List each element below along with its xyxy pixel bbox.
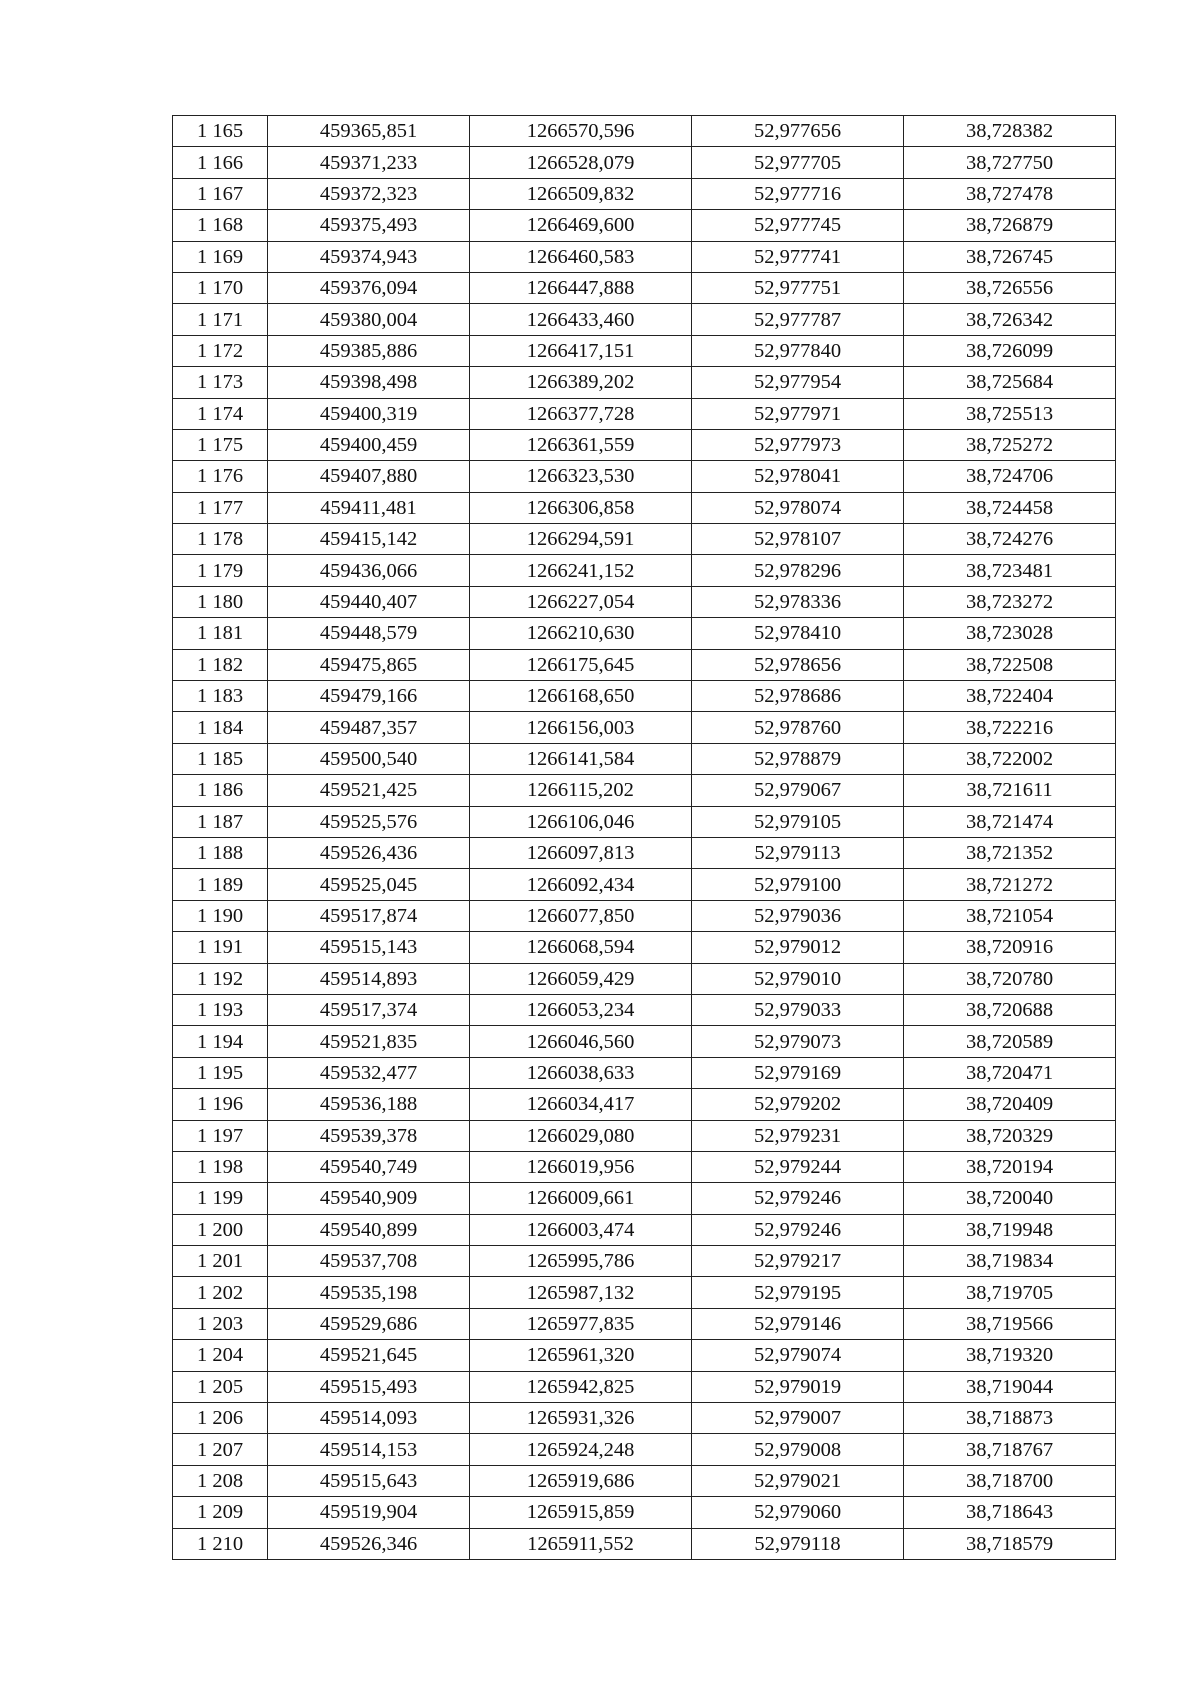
longitude-cell: 38,721054 (904, 900, 1116, 931)
x-coordinate-cell: 459521,645 (268, 1340, 470, 1371)
point-number-cell: 1 206 (173, 1403, 268, 1434)
x-coordinate-cell: 459436,066 (268, 555, 470, 586)
latitude-cell: 52,978041 (692, 461, 904, 492)
longitude-cell: 38,723272 (904, 586, 1116, 617)
y-coordinate-cell: 1266097,813 (470, 837, 692, 868)
latitude-cell: 52,977973 (692, 429, 904, 460)
longitude-cell: 38,722002 (904, 743, 1116, 774)
table-row (173, 932, 1116, 963)
y-coordinate-cell: 1265924,248 (470, 1434, 692, 1465)
y-coordinate-cell: 1266570,596 (470, 116, 692, 147)
y-coordinate-cell: 1266106,046 (470, 806, 692, 837)
y-coordinate-cell: 1266417,151 (470, 335, 692, 366)
x-coordinate-cell: 459535,198 (268, 1277, 470, 1308)
y-coordinate-cell: 1265987,132 (470, 1277, 692, 1308)
point-number-cell: 1 202 (173, 1277, 268, 1308)
y-coordinate-cell: 1266029,080 (470, 1120, 692, 1151)
y-coordinate-cell: 1265961,320 (470, 1340, 692, 1371)
y-coordinate-cell: 1266053,234 (470, 994, 692, 1025)
longitude-cell: 38,720329 (904, 1120, 1116, 1151)
longitude-cell: 38,725684 (904, 367, 1116, 398)
point-number-cell: 1 208 (173, 1465, 268, 1496)
point-number-cell: 1 191 (173, 932, 268, 963)
point-number-cell: 1 198 (173, 1151, 268, 1182)
longitude-cell: 38,722404 (904, 681, 1116, 712)
y-coordinate-cell: 1266141,584 (470, 743, 692, 774)
latitude-cell: 52,979100 (692, 869, 904, 900)
x-coordinate-cell: 459526,346 (268, 1528, 470, 1559)
y-coordinate-cell: 1266361,559 (470, 429, 692, 460)
point-number-cell: 1 176 (173, 461, 268, 492)
latitude-cell: 52,977751 (692, 272, 904, 303)
x-coordinate-cell: 459514,893 (268, 963, 470, 994)
point-number-cell: 1 197 (173, 1120, 268, 1151)
longitude-cell: 38,727750 (904, 147, 1116, 178)
x-coordinate-cell: 459521,835 (268, 1026, 470, 1057)
longitude-cell: 38,721611 (904, 775, 1116, 806)
longitude-cell: 38,725513 (904, 398, 1116, 429)
point-number-cell: 1 181 (173, 618, 268, 649)
latitude-cell: 52,979021 (692, 1465, 904, 1496)
longitude-cell: 38,721272 (904, 869, 1116, 900)
y-coordinate-cell: 1265931,326 (470, 1403, 692, 1434)
longitude-cell: 38,720194 (904, 1151, 1116, 1182)
y-coordinate-cell: 1266092,434 (470, 869, 692, 900)
latitude-cell: 52,979067 (692, 775, 904, 806)
y-coordinate-cell: 1266046,560 (470, 1026, 692, 1057)
table-row (173, 1403, 1116, 1434)
x-coordinate-cell: 459515,643 (268, 1465, 470, 1496)
x-coordinate-cell: 459400,459 (268, 429, 470, 460)
point-number-cell: 1 205 (173, 1371, 268, 1402)
latitude-cell: 52,979007 (692, 1403, 904, 1434)
y-coordinate-cell: 1266241,152 (470, 555, 692, 586)
longitude-cell: 38,720916 (904, 932, 1116, 963)
point-number-cell: 1 185 (173, 743, 268, 774)
y-coordinate-cell: 1266377,728 (470, 398, 692, 429)
latitude-cell: 52,979012 (692, 932, 904, 963)
point-number-cell: 1 168 (173, 210, 268, 241)
longitude-cell: 38,726745 (904, 241, 1116, 272)
table-row (173, 1120, 1116, 1151)
longitude-cell: 38,718767 (904, 1434, 1116, 1465)
latitude-cell: 52,979113 (692, 837, 904, 868)
latitude-cell: 52,979246 (692, 1183, 904, 1214)
latitude-cell: 52,979169 (692, 1057, 904, 1088)
table-row (173, 1277, 1116, 1308)
longitude-cell: 38,719705 (904, 1277, 1116, 1308)
longitude-cell: 38,718643 (904, 1497, 1116, 1528)
longitude-cell: 38,720040 (904, 1183, 1116, 1214)
table-row (173, 461, 1116, 492)
point-number-cell: 1 186 (173, 775, 268, 806)
table-row (173, 837, 1116, 868)
latitude-cell: 52,979231 (692, 1120, 904, 1151)
latitude-cell: 52,979246 (692, 1214, 904, 1245)
longitude-cell: 38,720780 (904, 963, 1116, 994)
x-coordinate-cell: 459375,493 (268, 210, 470, 241)
latitude-cell: 52,979010 (692, 963, 904, 994)
latitude-cell: 52,977745 (692, 210, 904, 241)
latitude-cell: 52,979033 (692, 994, 904, 1025)
table-row (173, 712, 1116, 743)
table-row (173, 272, 1116, 303)
x-coordinate-cell: 459526,436 (268, 837, 470, 868)
y-coordinate-cell: 1266323,530 (470, 461, 692, 492)
longitude-cell: 38,719948 (904, 1214, 1116, 1245)
longitude-cell: 38,724458 (904, 492, 1116, 523)
point-number-cell: 1 210 (173, 1528, 268, 1559)
point-number-cell: 1 179 (173, 555, 268, 586)
latitude-cell: 52,979036 (692, 900, 904, 931)
table-row (173, 1214, 1116, 1245)
x-coordinate-cell: 459525,045 (268, 869, 470, 900)
table-row (173, 963, 1116, 994)
x-coordinate-cell: 459517,374 (268, 994, 470, 1025)
y-coordinate-cell: 1265911,552 (470, 1528, 692, 1559)
latitude-cell: 52,978686 (692, 681, 904, 712)
point-number-cell: 1 166 (173, 147, 268, 178)
table-row (173, 1371, 1116, 1402)
table-row (173, 1089, 1116, 1120)
longitude-cell: 38,721352 (904, 837, 1116, 868)
table-row (173, 116, 1116, 147)
latitude-cell: 52,979105 (692, 806, 904, 837)
table-row (173, 1308, 1116, 1339)
x-coordinate-cell: 459448,579 (268, 618, 470, 649)
point-number-cell: 1 190 (173, 900, 268, 931)
y-coordinate-cell: 1266156,003 (470, 712, 692, 743)
latitude-cell: 52,977971 (692, 398, 904, 429)
table-row (173, 1465, 1116, 1496)
longitude-cell: 38,721474 (904, 806, 1116, 837)
table-row (173, 994, 1116, 1025)
point-number-cell: 1 174 (173, 398, 268, 429)
table-row (173, 367, 1116, 398)
point-number-cell: 1 193 (173, 994, 268, 1025)
y-coordinate-cell: 1266509,832 (470, 178, 692, 209)
point-number-cell: 1 194 (173, 1026, 268, 1057)
table-row (173, 524, 1116, 555)
y-coordinate-cell: 1266306,858 (470, 492, 692, 523)
x-coordinate-cell: 459440,407 (268, 586, 470, 617)
longitude-cell: 38,726099 (904, 335, 1116, 366)
y-coordinate-cell: 1266227,054 (470, 586, 692, 617)
longitude-cell: 38,726879 (904, 210, 1116, 241)
y-coordinate-cell: 1266168,650 (470, 681, 692, 712)
table-row (173, 492, 1116, 523)
x-coordinate-cell: 459514,153 (268, 1434, 470, 1465)
x-coordinate-cell: 459515,143 (268, 932, 470, 963)
x-coordinate-cell: 459500,540 (268, 743, 470, 774)
latitude-cell: 52,977705 (692, 147, 904, 178)
x-coordinate-cell: 459372,323 (268, 178, 470, 209)
latitude-cell: 52,977741 (692, 241, 904, 272)
table-row (173, 210, 1116, 241)
point-number-cell: 1 187 (173, 806, 268, 837)
latitude-cell: 52,979195 (692, 1277, 904, 1308)
x-coordinate-cell: 459415,142 (268, 524, 470, 555)
y-coordinate-cell: 1266528,079 (470, 147, 692, 178)
latitude-cell: 52,978336 (692, 586, 904, 617)
y-coordinate-cell: 1265919,686 (470, 1465, 692, 1496)
y-coordinate-cell: 1266115,202 (470, 775, 692, 806)
latitude-cell: 52,977716 (692, 178, 904, 209)
longitude-cell: 38,723481 (904, 555, 1116, 586)
point-number-cell: 1 173 (173, 367, 268, 398)
y-coordinate-cell: 1266003,474 (470, 1214, 692, 1245)
point-number-cell: 1 209 (173, 1497, 268, 1528)
latitude-cell: 52,979217 (692, 1246, 904, 1277)
point-number-cell: 1 184 (173, 712, 268, 743)
latitude-cell: 52,979244 (692, 1151, 904, 1182)
point-number-cell: 1 203 (173, 1308, 268, 1339)
point-number-cell: 1 207 (173, 1434, 268, 1465)
y-coordinate-cell: 1266059,429 (470, 963, 692, 994)
y-coordinate-cell: 1266294,591 (470, 524, 692, 555)
table-row (173, 618, 1116, 649)
longitude-cell: 38,723028 (904, 618, 1116, 649)
point-number-cell: 1 182 (173, 649, 268, 680)
latitude-cell: 52,978760 (692, 712, 904, 743)
x-coordinate-cell: 459371,233 (268, 147, 470, 178)
table-row (173, 1434, 1116, 1465)
longitude-cell: 38,727478 (904, 178, 1116, 209)
point-number-cell: 1 189 (173, 869, 268, 900)
table-row (173, 649, 1116, 680)
x-coordinate-cell: 459525,576 (268, 806, 470, 837)
longitude-cell: 38,719320 (904, 1340, 1116, 1371)
table-row (173, 1528, 1116, 1559)
x-coordinate-cell: 459380,004 (268, 304, 470, 335)
table-row (173, 869, 1116, 900)
point-number-cell: 1 175 (173, 429, 268, 460)
latitude-cell: 52,978656 (692, 649, 904, 680)
latitude-cell: 52,977656 (692, 116, 904, 147)
longitude-cell: 38,720688 (904, 994, 1116, 1025)
table-row (173, 429, 1116, 460)
latitude-cell: 52,978296 (692, 555, 904, 586)
coordinates-table (172, 115, 1116, 1560)
table-row (173, 681, 1116, 712)
table-row (173, 900, 1116, 931)
point-number-cell: 1 204 (173, 1340, 268, 1371)
y-coordinate-cell: 1266469,600 (470, 210, 692, 241)
table-row (173, 586, 1116, 617)
x-coordinate-cell: 459398,498 (268, 367, 470, 398)
longitude-cell: 38,719834 (904, 1246, 1116, 1277)
y-coordinate-cell: 1266210,630 (470, 618, 692, 649)
longitude-cell: 38,724276 (904, 524, 1116, 555)
y-coordinate-cell: 1266447,888 (470, 272, 692, 303)
latitude-cell: 52,979060 (692, 1497, 904, 1528)
x-coordinate-cell: 459515,493 (268, 1371, 470, 1402)
latitude-cell: 52,979202 (692, 1089, 904, 1120)
table-row (173, 1057, 1116, 1088)
x-coordinate-cell: 459374,943 (268, 241, 470, 272)
point-number-cell: 1 200 (173, 1214, 268, 1245)
table-row (173, 241, 1116, 272)
table-row (173, 743, 1116, 774)
latitude-cell: 52,978107 (692, 524, 904, 555)
table-row (173, 1151, 1116, 1182)
y-coordinate-cell: 1265995,786 (470, 1246, 692, 1277)
x-coordinate-cell: 459487,357 (268, 712, 470, 743)
latitude-cell: 52,977787 (692, 304, 904, 335)
x-coordinate-cell: 459539,378 (268, 1120, 470, 1151)
x-coordinate-cell: 459521,425 (268, 775, 470, 806)
x-coordinate-cell: 459400,319 (268, 398, 470, 429)
y-coordinate-cell: 1265977,835 (470, 1308, 692, 1339)
table-row (173, 1246, 1116, 1277)
x-coordinate-cell: 459540,909 (268, 1183, 470, 1214)
table-row (173, 555, 1116, 586)
table-row (173, 1183, 1116, 1214)
point-number-cell: 1 170 (173, 272, 268, 303)
x-coordinate-cell: 459376,094 (268, 272, 470, 303)
latitude-cell: 52,979146 (692, 1308, 904, 1339)
longitude-cell: 38,719566 (904, 1308, 1116, 1339)
y-coordinate-cell: 1266175,645 (470, 649, 692, 680)
longitude-cell: 38,725272 (904, 429, 1116, 460)
x-coordinate-cell: 459385,886 (268, 335, 470, 366)
x-coordinate-cell: 459517,874 (268, 900, 470, 931)
longitude-cell: 38,718873 (904, 1403, 1116, 1434)
table-row (173, 1340, 1116, 1371)
x-coordinate-cell: 459529,686 (268, 1308, 470, 1339)
longitude-cell: 38,722508 (904, 649, 1116, 680)
y-coordinate-cell: 1266433,460 (470, 304, 692, 335)
x-coordinate-cell: 459519,904 (268, 1497, 470, 1528)
point-number-cell: 1 195 (173, 1057, 268, 1088)
longitude-cell: 38,720471 (904, 1057, 1116, 1088)
longitude-cell: 38,718579 (904, 1528, 1116, 1559)
latitude-cell: 52,977840 (692, 335, 904, 366)
longitude-cell: 38,722216 (904, 712, 1116, 743)
table-row (173, 398, 1116, 429)
x-coordinate-cell: 459479,166 (268, 681, 470, 712)
point-number-cell: 1 172 (173, 335, 268, 366)
point-number-cell: 1 201 (173, 1246, 268, 1277)
x-coordinate-cell: 459537,708 (268, 1246, 470, 1277)
point-number-cell: 1 188 (173, 837, 268, 868)
y-coordinate-cell: 1266019,956 (470, 1151, 692, 1182)
point-number-cell: 1 196 (173, 1089, 268, 1120)
table-row (173, 1026, 1116, 1057)
y-coordinate-cell: 1266077,850 (470, 900, 692, 931)
point-number-cell: 1 167 (173, 178, 268, 209)
longitude-cell: 38,719044 (904, 1371, 1116, 1402)
table-row (173, 304, 1116, 335)
longitude-cell: 38,726342 (904, 304, 1116, 335)
point-number-cell: 1 183 (173, 681, 268, 712)
y-coordinate-cell: 1265915,859 (470, 1497, 692, 1528)
latitude-cell: 52,978410 (692, 618, 904, 649)
latitude-cell: 52,978074 (692, 492, 904, 523)
longitude-cell: 38,718700 (904, 1465, 1116, 1496)
table-row (173, 178, 1116, 209)
latitude-cell: 52,979074 (692, 1340, 904, 1371)
y-coordinate-cell: 1266038,633 (470, 1057, 692, 1088)
point-number-cell: 1 192 (173, 963, 268, 994)
x-coordinate-cell: 459536,188 (268, 1089, 470, 1120)
table-row (173, 775, 1116, 806)
table-row (173, 1497, 1116, 1528)
point-number-cell: 1 199 (173, 1183, 268, 1214)
longitude-cell: 38,724706 (904, 461, 1116, 492)
latitude-cell: 52,978879 (692, 743, 904, 774)
latitude-cell: 52,979008 (692, 1434, 904, 1465)
latitude-cell: 52,979118 (692, 1528, 904, 1559)
y-coordinate-cell: 1265942,825 (470, 1371, 692, 1402)
table-row (173, 147, 1116, 178)
longitude-cell: 38,726556 (904, 272, 1116, 303)
x-coordinate-cell: 459532,477 (268, 1057, 470, 1088)
x-coordinate-cell: 459514,093 (268, 1403, 470, 1434)
x-coordinate-cell: 459407,880 (268, 461, 470, 492)
point-number-cell: 1 169 (173, 241, 268, 272)
x-coordinate-cell: 459540,899 (268, 1214, 470, 1245)
latitude-cell: 52,979073 (692, 1026, 904, 1057)
y-coordinate-cell: 1266460,583 (470, 241, 692, 272)
y-coordinate-cell: 1266389,202 (470, 367, 692, 398)
longitude-cell: 38,728382 (904, 116, 1116, 147)
y-coordinate-cell: 1266009,661 (470, 1183, 692, 1214)
x-coordinate-cell: 459411,481 (268, 492, 470, 523)
longitude-cell: 38,720409 (904, 1089, 1116, 1120)
point-number-cell: 1 178 (173, 524, 268, 555)
x-coordinate-cell: 459365,851 (268, 116, 470, 147)
x-coordinate-cell: 459475,865 (268, 649, 470, 680)
y-coordinate-cell: 1266034,417 (470, 1089, 692, 1120)
latitude-cell: 52,977954 (692, 367, 904, 398)
point-number-cell: 1 165 (173, 116, 268, 147)
point-number-cell: 1 177 (173, 492, 268, 523)
table-row (173, 806, 1116, 837)
point-number-cell: 1 171 (173, 304, 268, 335)
longitude-cell: 38,720589 (904, 1026, 1116, 1057)
coordinates-table-body (173, 116, 1116, 1560)
point-number-cell: 1 180 (173, 586, 268, 617)
y-coordinate-cell: 1266068,594 (470, 932, 692, 963)
x-coordinate-cell: 459540,749 (268, 1151, 470, 1182)
latitude-cell: 52,979019 (692, 1371, 904, 1402)
table-row (173, 335, 1116, 366)
